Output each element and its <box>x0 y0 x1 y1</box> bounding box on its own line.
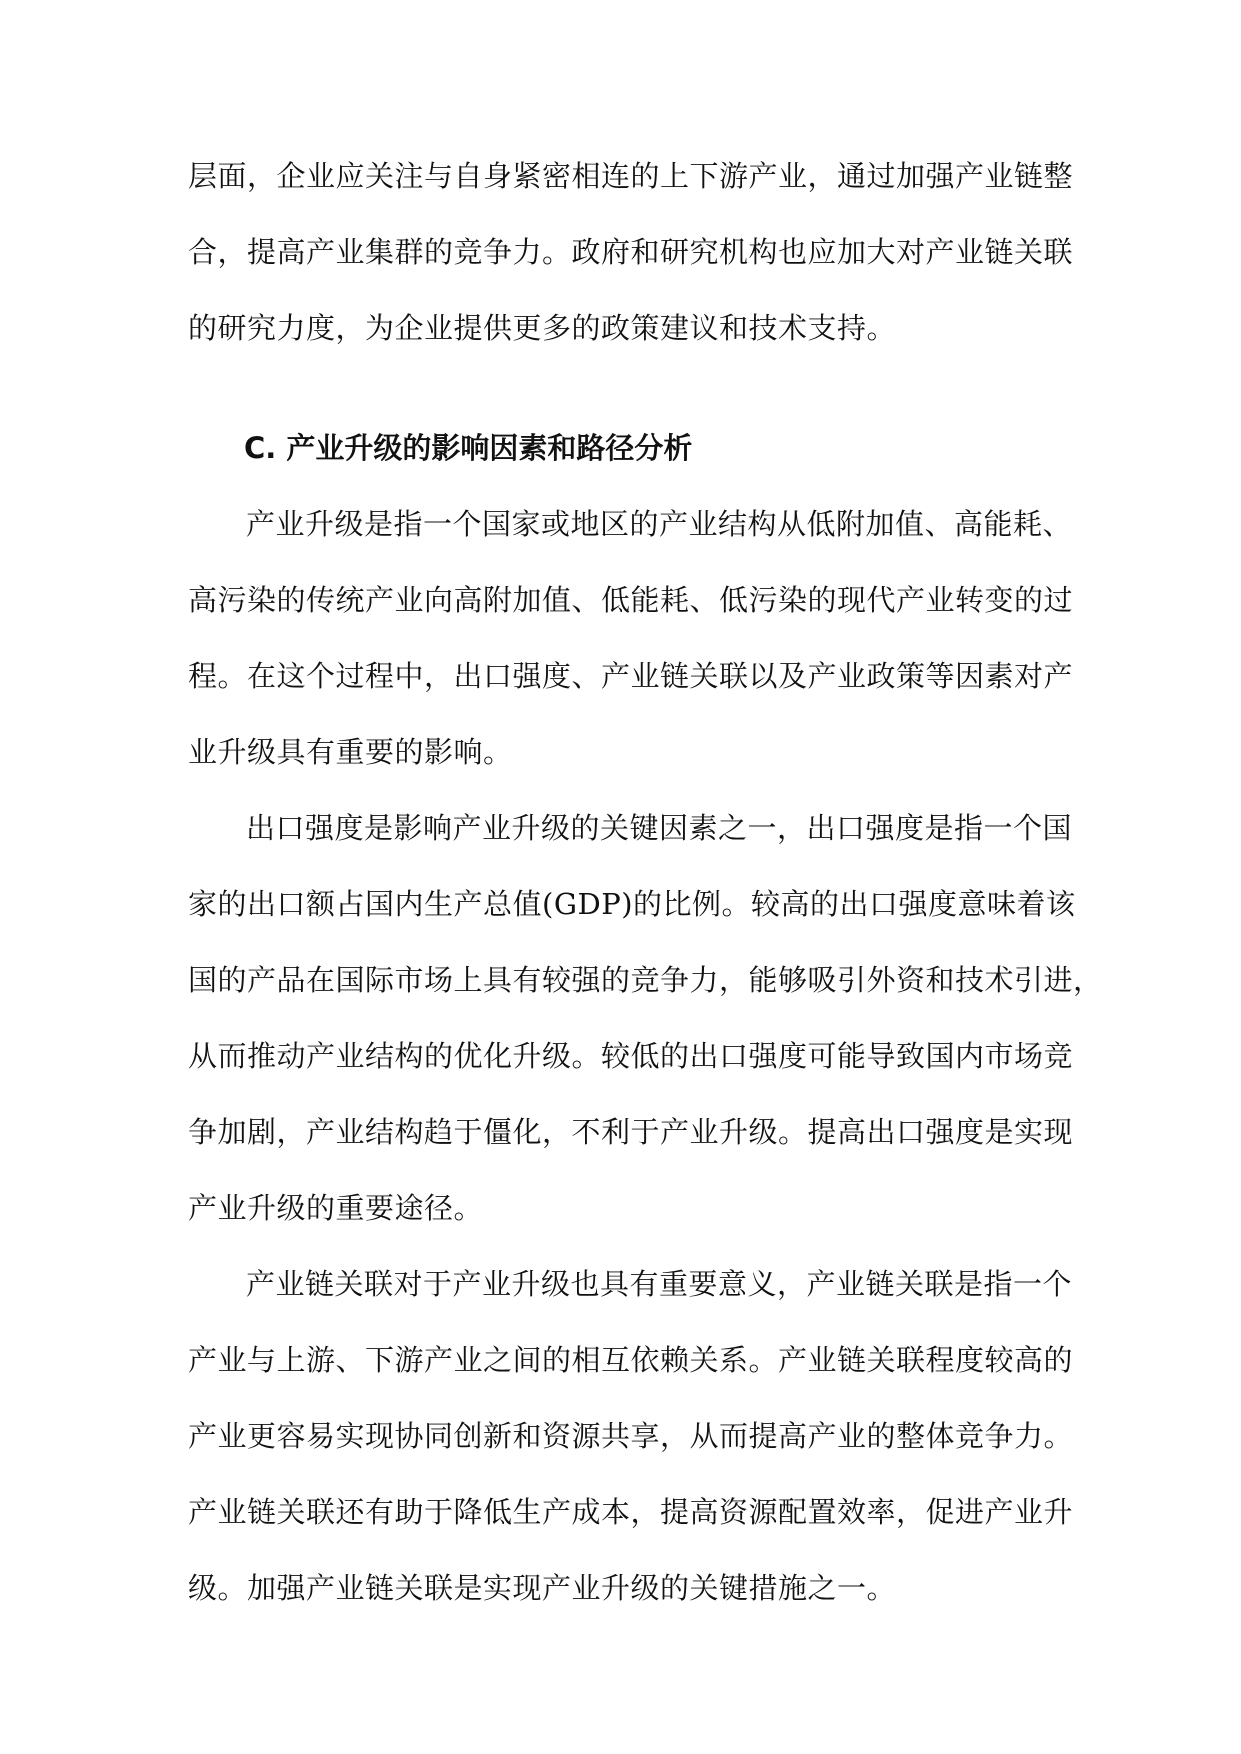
text-line: 产业链关联还有助于降低生产成本，提高资源配置效率，促进产业升 <box>188 1495 1074 1529</box>
paragraph-export-intensity <box>188 790 1103 1246</box>
paragraph-industry-upgrade <box>188 486 1074 790</box>
text-line: 级。加强产业链关联是实现产业升级的关键措施之一。 <box>188 1571 897 1605</box>
text-line: 国的产品在国际市场上具有较强的竞争力，能够吸引外资和技术引进， <box>188 963 1103 997</box>
section-heading: C. 产业升级的影响因素和路径分析 <box>244 431 693 465</box>
text-line: 从而推动产业结构的优化升级。较低的出口强度可能导致国内市场竞 <box>188 1039 1074 1073</box>
text-line: 家的出口额占国内生产总值(GDP)的比例。较高的出口强度意味着该 <box>188 887 1076 921</box>
text-line: 出口强度是影响产业升级的关键因素之一，出口强度是指一个国 <box>246 811 1073 845</box>
text-line: 产业更容易实现协同创新和资源共享，从而提高产业的整体竞争力。 <box>188 1419 1074 1453</box>
text-line: 合，提高产业集群的竞争力。政府和研究机构也应加大对产业链关联 <box>188 235 1074 269</box>
text-line: 业升级具有重要的影响。 <box>188 735 513 769</box>
text-line: 产业与上游、下游产业之间的相互依赖关系。产业链关联程度较高的 <box>188 1343 1074 1377</box>
paragraph-continuation <box>188 138 1074 366</box>
text-line: 产业升级的重要途径。 <box>188 1191 484 1225</box>
text-line: 的研究力度，为企业提供更多的政策建议和技术支持。 <box>188 311 897 345</box>
text-line: 层面，企业应关注与自身紧密相连的上下游产业，通过加强产业链整 <box>188 159 1074 193</box>
text-line: 程。在这个过程中，出口强度、产业链关联以及产业政策等因素对产 <box>188 659 1074 693</box>
document-page <box>188 138 1103 1626</box>
text-line: 高污染的传统产业向高附加值、低能耗、低污染的现代产业转变的过 <box>188 583 1074 617</box>
paragraph-industry-chain <box>188 1246 1074 1626</box>
text-line: 产业升级是指一个国家或地区的产业结构从低附加值、高能耗、 <box>246 507 1073 541</box>
text-line: 争加剧，产业结构趋于僵化，不利于产业升级。提高出口强度是实现 <box>188 1115 1074 1149</box>
text-line: 产业链关联对于产业升级也具有重要意义，产业链关联是指一个 <box>246 1267 1073 1301</box>
